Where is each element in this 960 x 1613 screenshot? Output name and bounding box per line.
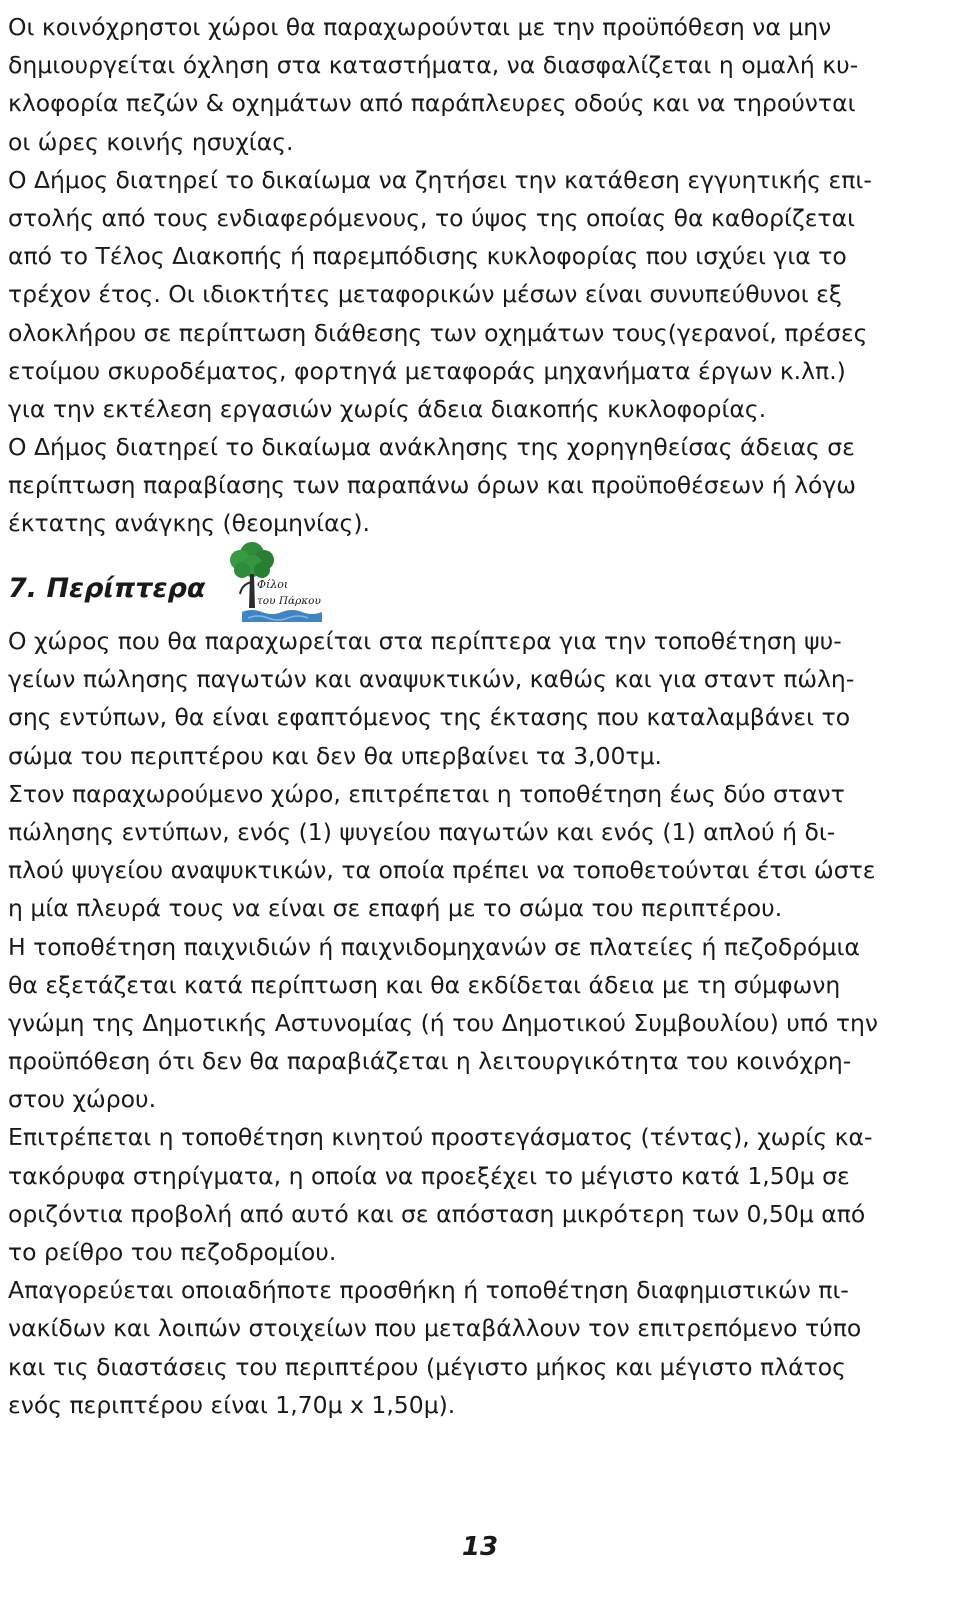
text-line: γείων πώλησης παγωτών και αναψυκτικών, καθώς και για σταντ πώλη- [8, 665, 855, 694]
text-line: έκτατης ανάγκης (θεομηνίας). [8, 509, 370, 538]
text-line: ολοκλήρου σε περίπτωση διάθεσης των οχημάτων τους(γερανοί, πρέσες [8, 318, 868, 347]
page-number: 13 [461, 1532, 499, 1562]
logo-text-line2: του Πάρκου [257, 595, 321, 607]
text-line: πλού ψυγείου αναψυκτικών, τα οποία πρέπει να τοποθετούνται έτσι ώστε [8, 856, 876, 885]
text-line: στολής από τους ενδιαφερόμενους, το ύψος της οποίας θα καθορίζεται [8, 203, 856, 232]
text-line: πώλησης εντύπων, ενός (1) ψυγείου παγωτών και ενός (1) απλού ή δι- [8, 817, 836, 846]
text-line: θα εξετάζεται κατά περίπτωση και θα εκδίδεται άδεια με τη σύμφωνη [8, 970, 841, 999]
text-line: σης εντύπων, θα είναι εφαπτόμενος της έκτασης που καταλαμβάνει το [8, 703, 851, 732]
body-text-bottom [8, 622, 948, 1424]
text-line: και τις διαστάσεις του περιπτέρου (μέγιστο μήκος και μέγιστο πλάτος [8, 1352, 846, 1381]
text-line: κλοφορία πεζών & οχημάτων από παράπλευρες οδούς και να τηρούνται [8, 89, 856, 118]
tree-canopy [230, 542, 274, 578]
text-line: τρέχον έτος. Οι ιδιοκτήτες μεταφορικών μέσων είναι συνυπεύθυνοι εξ [8, 280, 842, 309]
text-line: Οι κοινόχρηστοι χώροι θα παραχωρούνται με την προϋπόθεση να μην [8, 13, 832, 41]
text-line: στου χώρου. [8, 1085, 157, 1114]
section-heading [8, 566, 205, 610]
text-line: Ο Δήμος διατηρεί το δικαίωμα να ζητήσει την κατάθεση εγγυητικής επι- [8, 165, 872, 194]
section-title: 7. Περίπτερα [8, 572, 206, 604]
tree-logo-icon [212, 538, 332, 624]
text-line: η μία πλευρά τους να είναι σε επαφή με το σώμα του περιπτέρου. [8, 894, 783, 923]
text-line: Ο χώρος που θα παραχωρείται στα περίπτερα για την τοποθέτηση ψυ- [8, 627, 842, 655]
text-line: γνώμη της Δημοτικής Αστυνομίας (ή του Δημοτικού Συμβουλίου) υπό την [8, 1008, 879, 1037]
text-line: οι ώρες κοινής ησυχίας. [8, 127, 294, 156]
text-line: ενός περιπτέρου είναι 1,70μ x 1,50μ). [8, 1390, 456, 1419]
text-line: Η τοποθέτηση παιχνιδιών ή παιχνιδομηχανών σε πλατείες ή πεζοδρόμια [8, 932, 860, 961]
text-line: από το Τέλος Διακοπής ή παρεμπόδισης κυκλοφορίας που ισχύει για το [8, 242, 847, 271]
text-line: νακίδων και λοιπών στοιχείων που μεταβάλλουν τον επιτρεπόμενο τύπο [8, 1314, 862, 1343]
text-line: δημιουργείται όχληση στα καταστήματα, να διασφαλίζεται η ομαλή κυ- [8, 51, 859, 80]
text-line: Απαγορεύεται οποιαδήποτε προσθήκη ή τοποθέτηση διαφημιστικών πι- [8, 1276, 849, 1305]
text-line: περίπτωση παραβίασης των παραπάνω όρων και προϋποθέσεων ή λόγω [8, 471, 856, 500]
body-text-top [8, 8, 948, 543]
text-line: Ο Δήμος διατηρεί το δικαίωμα ανάκλησης της χορηγηθείσας άδειας σε [8, 433, 855, 462]
logo-text-line1: Φίλοι [257, 578, 289, 591]
text-line: σώμα του περιπτέρου και δεν θα υπερβαίνει τα 3,00τμ. [8, 741, 662, 770]
text-line: προϋπόθεση ότι δεν θα παραβιάζεται η λειτουργικότητα του κοινόχρη- [8, 1047, 852, 1076]
text-line: Στον παραχωρούμενο χώρο, επιτρέπεται η τοποθέτηση έως δύο σταντ [8, 779, 845, 808]
tree-trunk [249, 574, 255, 608]
text-line: τακόρυφα στηρίγματα, η οποία να προεξέχει το μέγιστο κατά 1,50μ σε [8, 1161, 850, 1190]
text-line: ετοίμου σκυροδέματος, φορτηγά μεταφοράς μηχανήματα έργων κ.λπ.) [8, 356, 846, 385]
text-line: οριζόντια προβολή από αυτό και σε απόσταση μικρότερη των 0,50μ από [8, 1199, 866, 1228]
text-line: το ρείθρο του πεζοδρομίου. [8, 1238, 337, 1266]
text-line: για την εκτέλεση εργασιών χωρίς άδεια διακοπής κυκλοφορίας. [8, 394, 767, 423]
text-line: Επιτρέπεται η τοποθέτηση κινητού προστεγάσματος (τέντας), χωρίς κα- [8, 1123, 873, 1152]
